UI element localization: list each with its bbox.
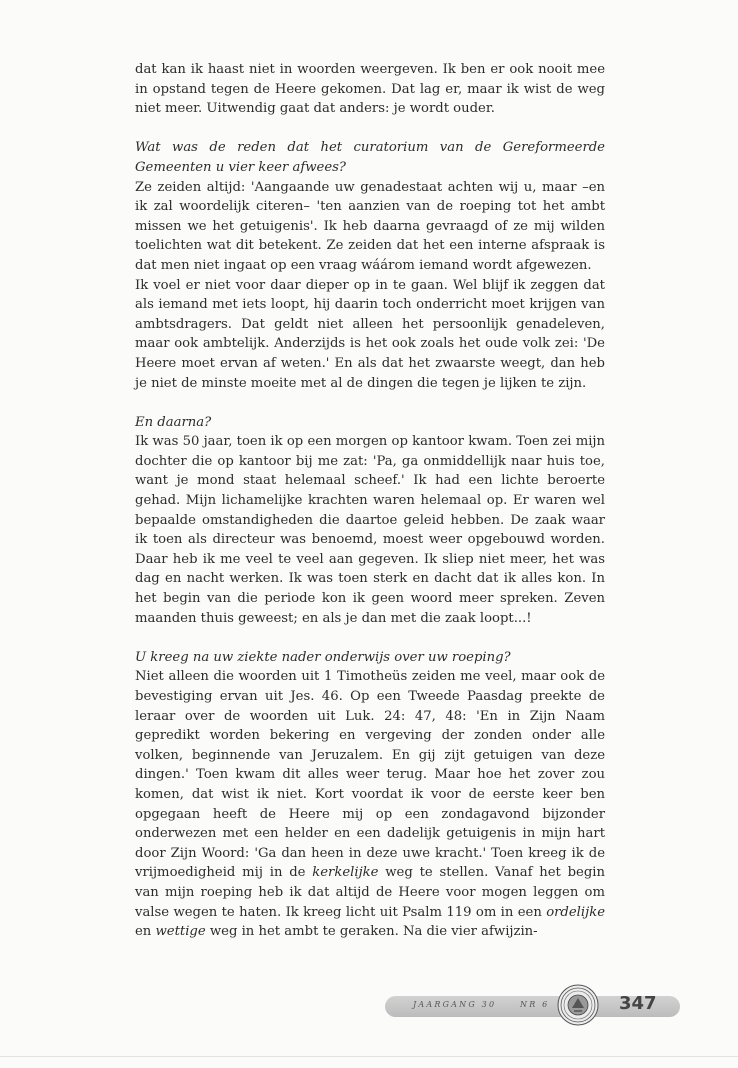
paragraph: dat kan ik haast niet in woorden weergeven. Ik ben er ook nooit mee in opstand tegen de Heere gekomen. Dat lag er, maar ik wist de weg niet meer. Uitwendig gaat dat anders: je wordt ouder.	[135, 62, 605, 117]
paragraph: Ze zeiden altijd: 'Aangaande uw genadestaat achten wij u, maar –en ik zal woordelijk citeren– 'ten aanzien van de roeping tot het ambt missen we het getuigenis'. Ik heb daarna gevraagd of ze mij wilden toelichten wat dit betekent. Ze zeiden dat het een interne afspraak is dat men niet ingaat op een vraag wáárom iemand wordt afgewezen.	[135, 179, 605, 273]
paragraph	[135, 667, 605, 941]
emblem-seal-icon	[557, 984, 599, 1026]
paragraph: Ik voel er niet voor daar dieper op in te gaan. Wel blijf ik zeggen dat als iemand met iets loopt, hij daarin toch onderricht moet krijgen van ambtsdragers. Dat geldt niet alleen het persoonlijk genadeleven, maar ook ambtelijk. Anderzijds is het ook zoals het oude volk zei: 'De Heere moet ervan af weten.' En als dat het zwaarste weegt, dan heb je niet de minste moeite met al de dingen die tegen je lijken te zijn.	[135, 277, 605, 391]
emphasis: ordelijke	[546, 904, 605, 920]
page-footer	[385, 984, 681, 1028]
emphasis: kerkelijke	[312, 865, 379, 881]
interview-question: U kreeg na uw ziekte nader onderwijs over uw roeping?	[135, 649, 511, 665]
paragraph: Ik was 50 jaar, toen ik op een morgen op kantoor kwam. Toen zei mijn dochter die op kantoor bij me zat: 'Pa, ga onmiddellijk naar huis toe, want je mond staat helemaal scheef.' Ik had een lichte beroerte gehad. Mijn lichamelijke krachten waren helemaal op. Er waren wel bepaalde omstandigheden die daartoe geleid hebben. De zaak waar ik toen als directeur was benoemd, moest weer opgebouwd worden. Daar heb ik me veel te veel aan gegeven. Ik sliep niet meer, het was dag en nacht werken. Ik was toen sterk en dacht dat ik alles kon. In het begin van die periode kon ik geen woord meer spreken. Zeven maanden thuis geweest; en als je dan met die zaak loopt...!	[135, 434, 605, 626]
interview-question: En daarna?	[135, 414, 212, 430]
page-edge	[0, 1056, 738, 1057]
article-body	[135, 60, 605, 942]
text-run: weg in het ambt te geraken. Na die vier afwijzin-	[205, 924, 538, 940]
interview-question: Wat was de reden dat het curatorium van de Gereformeerde Gemeenten u vier keer afwees?	[135, 140, 605, 175]
emphasis: wettige	[155, 924, 206, 940]
page-number: 347	[619, 993, 657, 1014]
issue-number: NR 6	[520, 1000, 550, 1009]
text-run: weg te stellen. Vanaf het begin van mijn roeping heb ik dat altijd de Heere voor mogen leggen om valse wegen te haten. Ik kreeg licht uit Psalm 119 om in een	[135, 865, 606, 920]
text-run: Niet alleen die woorden uit 1 Timotheüs zeiden me veel, maar ook de bevestiging ervan uit Jes. 46. Op een Tweede Paasdag preekte de leraar over de woorden uit Luk. 24: 47, 48: 'En in Zijn Naam gepredikt worden bekering en vergeving der zonden onder alle volken, beginnende van Jeruzalem. En gij zijt getuigen van deze dingen.' Toen kwam dit alles weer terug. Maar hoe het zover zou komen, dat wist ik niet. Kort voordat ik voor de eerste keer ben opgegaan heeft de Heere mij op een zondagavond bijzonder onderwezen met een helder en een dadelijk getuigenis in mijn hart door Zijn Woord: 'Ga dan heen in deze uwe kracht.' Toen kreeg ik de vrijmoedigheid mij in de	[135, 669, 605, 881]
journal-volume: JAARGANG 30	[413, 1000, 497, 1009]
text-run: en	[135, 924, 156, 940]
